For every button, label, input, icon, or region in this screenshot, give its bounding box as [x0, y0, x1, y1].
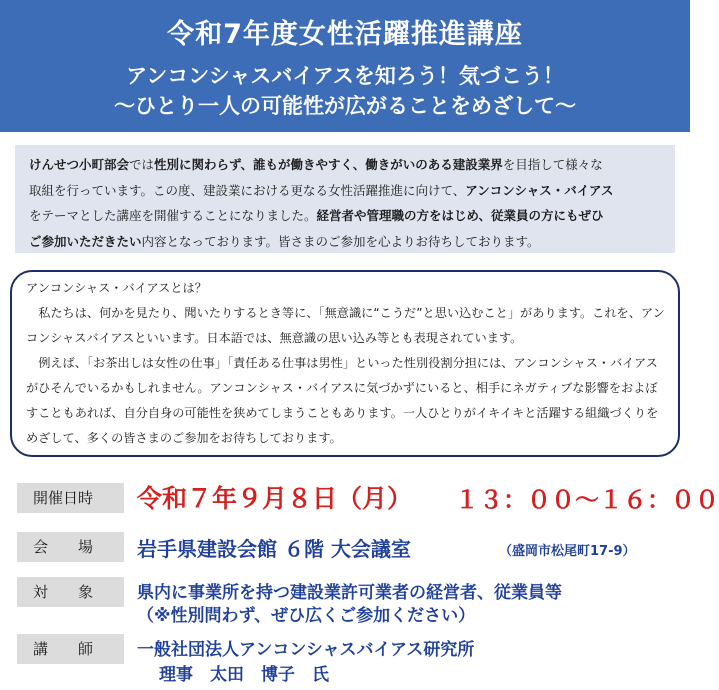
- venue-value: 岩手県建設会館 ６階 大会議室: [137, 537, 411, 561]
- target-label: 対 象: [17, 577, 124, 607]
- date-label: 開催日時: [17, 483, 124, 513]
- lecturer-label: 講 師: [17, 634, 124, 664]
- subtitle-1: アンコンシャスバイアスを知ろう！気づこう！: [126, 64, 564, 88]
- page-title: 令和7年度女性活躍推進講座: [167, 19, 523, 50]
- subtitle-2: ～ひとり一人の可能性が広がることをめざして～: [114, 94, 576, 118]
- about-paragraph-2: 例えば、「お茶出しは女性の仕事」「責任ある仕事は男性」といった性別役割分担には、アンコンシャス・バイアスがひそんでいるかもしれません。アンコンシャス・バイアスに気づかずにいると、相手にネガティブな影響をおよぼすこともあれば、自分自身の可能性を狭めてしまうこともあります。一人ひとりがイキイキと活躍する組織づくりをめざして、多くの皆さまのご参加をお待ちしております。: [26, 356, 659, 445]
- target-line-2: （※性別問わず、ぜひ広くご参加ください）: [137, 606, 476, 626]
- intro-paragraph: [15, 145, 675, 253]
- about-paragraph-1: 私たちは、何かを見たり、聞いたりするとき等に、「無意識に“こうだ”と思い込むこと」があります。これを、アンコンシャスバイアスといいます。日本語では、無意識の思い込み等とも表現されています。: [26, 306, 665, 345]
- intro-line-3: をテーマとした講座を開催することになりました。経営者や管理職の方をはじめ、従業員の方にもぜひ: [29, 208, 604, 223]
- header-banner: [0, 0, 690, 132]
- venue-address: （盛岡市松尾町17-9）: [499, 544, 636, 559]
- about-box: [10, 270, 680, 457]
- target-line-1: 県内に事業所を持つ建設業許可業者の経営者、従業員等: [137, 583, 562, 603]
- lecturer-line-2: 理事 太田 博子 氏: [159, 665, 329, 685]
- date-value: 令和７年９月８日（月）: [137, 484, 413, 513]
- venue-label: 会 場: [17, 532, 124, 562]
- intro-line-4: ご参加いただきたい内容となっております。皆さまのご参加を心よりお待ちしております。: [29, 233, 540, 249]
- lecturer-line-1: 一般社団法人アンコンシャスバイアス研究所: [137, 640, 475, 660]
- intro-line-1: けんせつ小町部会では性別に関わらず、誰もが働きやすく、働きがいのある建設業界を目指して様々な: [29, 157, 603, 172]
- intro-line-2: 取組を行っています。この度、建設業における更なる女性活躍推進に向けて、アンコンシャス・バイアス: [29, 182, 614, 198]
- time-value: １３：００～１６：００: [455, 486, 719, 514]
- about-heading: アンコンシャス・バイアスとは？: [26, 281, 207, 295]
